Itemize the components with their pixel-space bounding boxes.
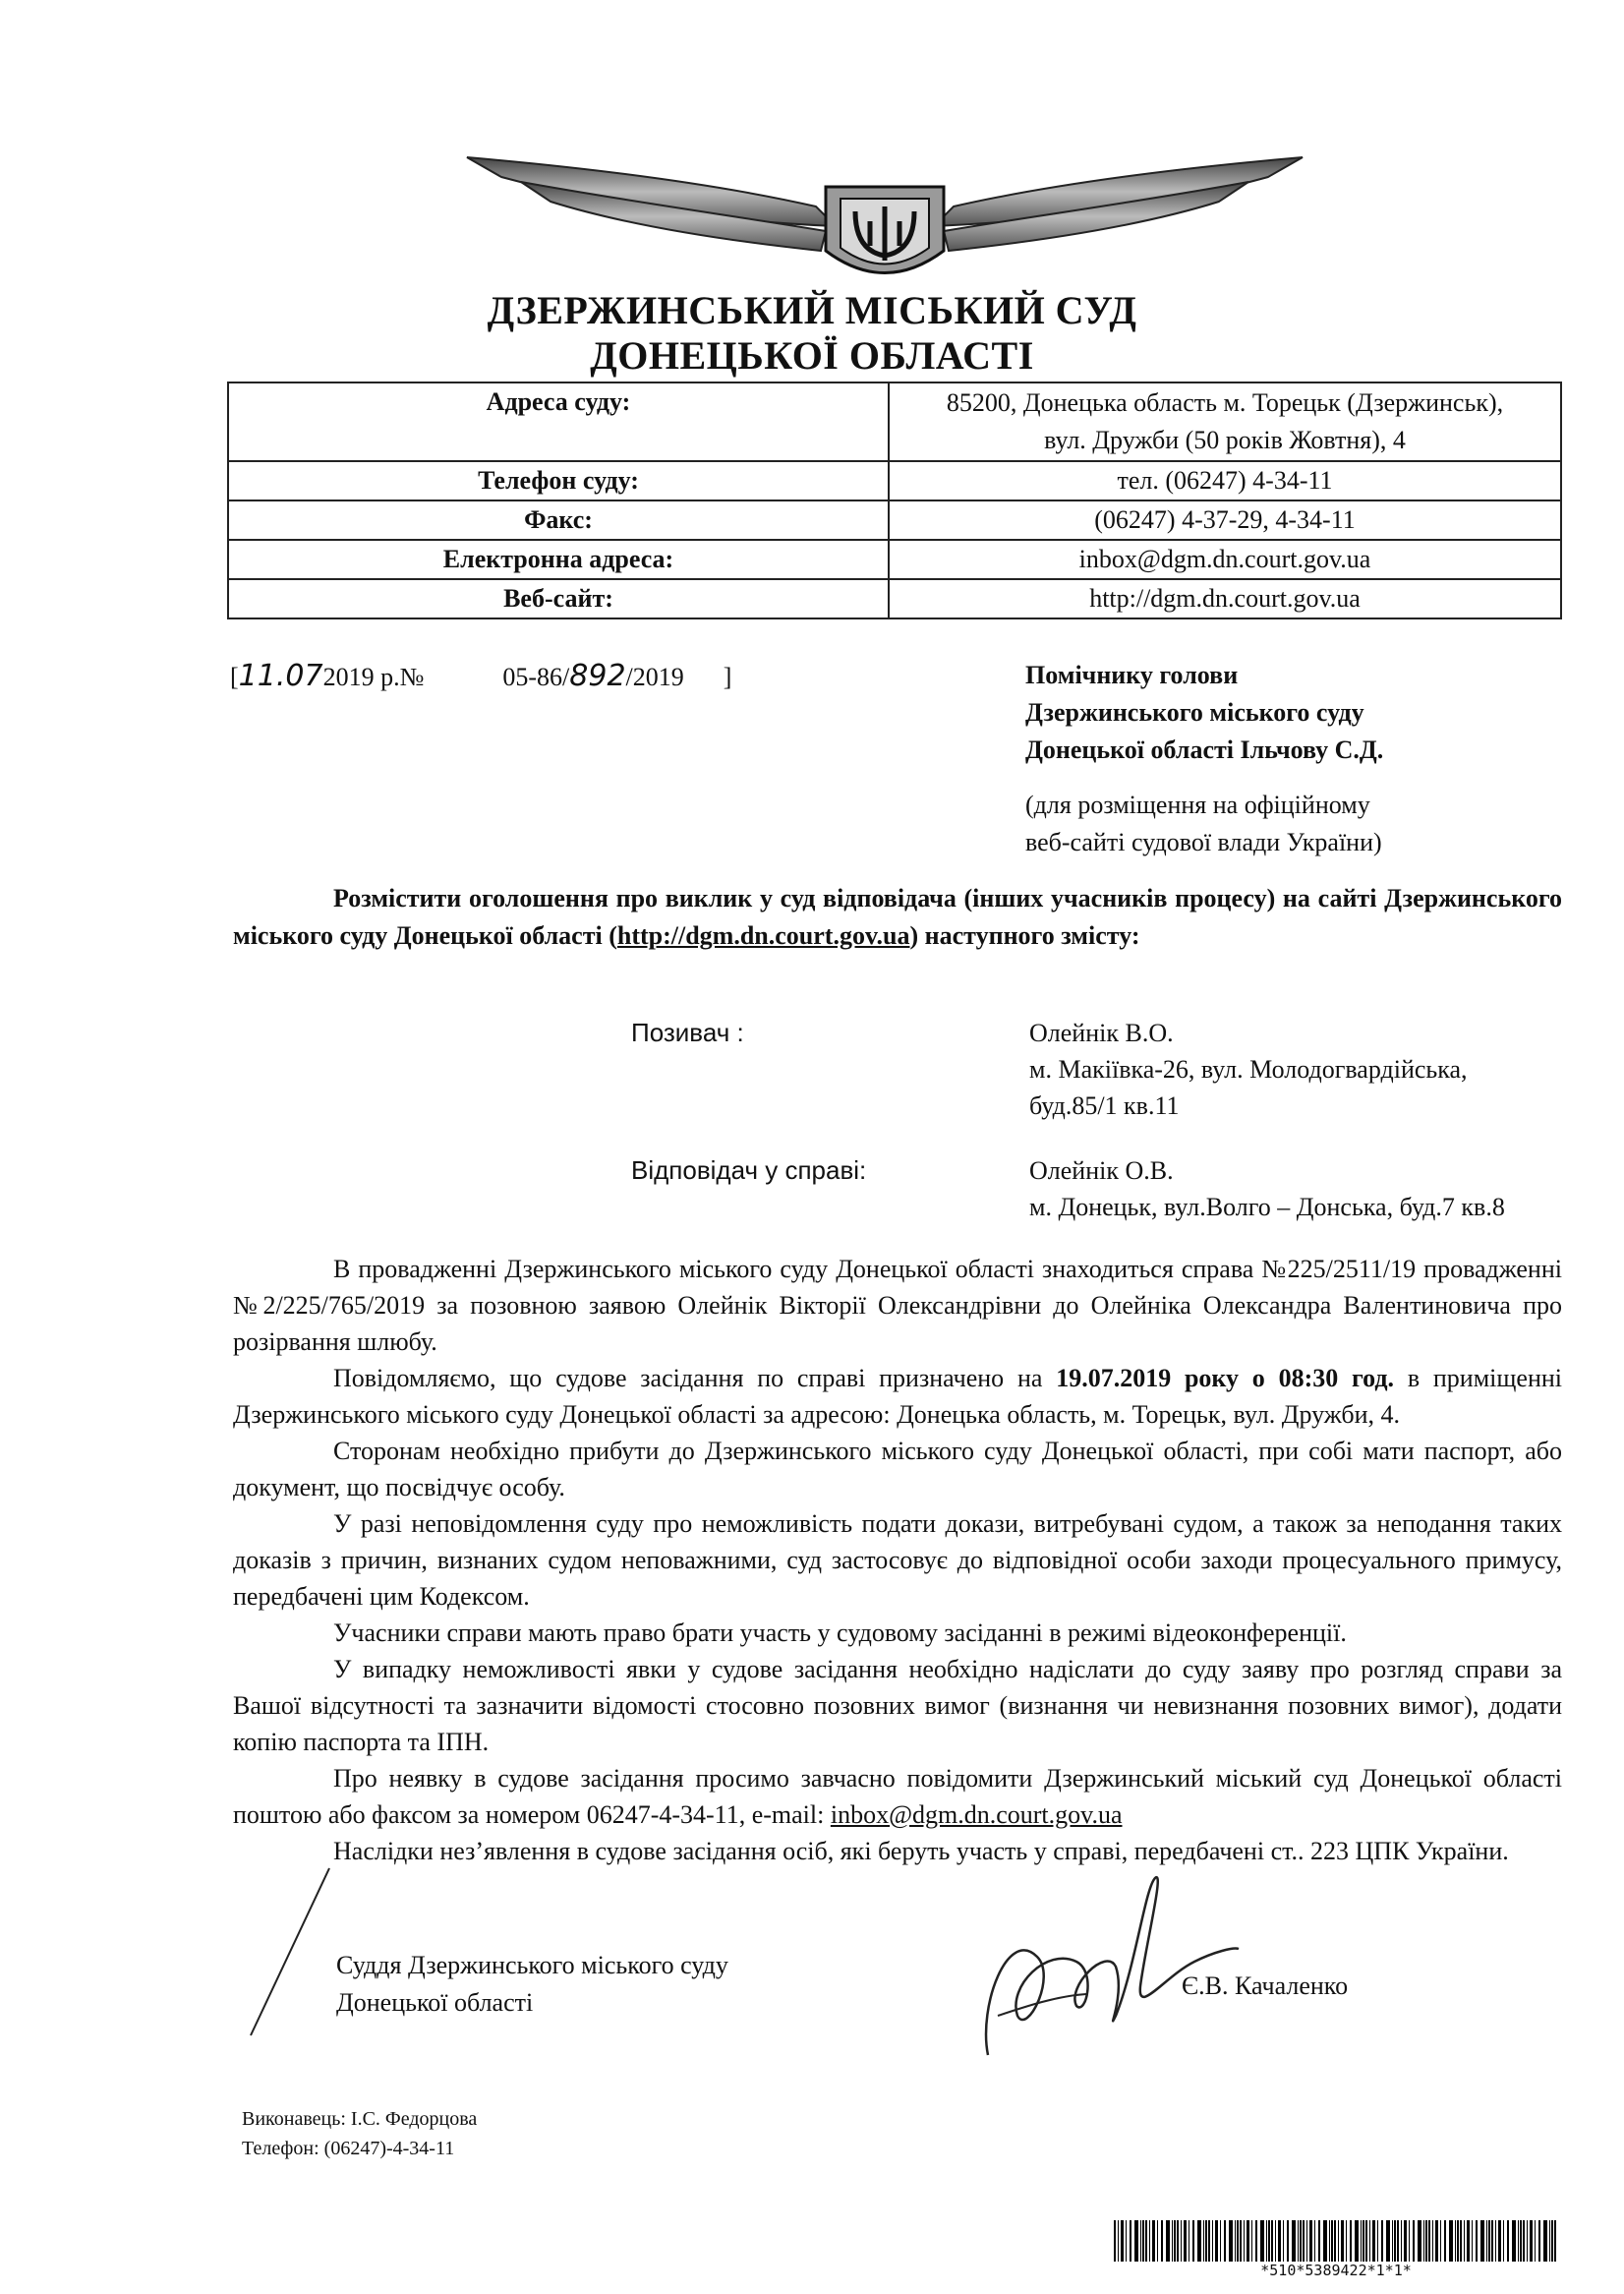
barcode-bar [1435, 2220, 1438, 2262]
plaintiff-address-line2: буд.85/1 кв.11 [1029, 1091, 1180, 1120]
barcode-bar [1208, 2220, 1210, 2262]
barcode-bar [1145, 2220, 1147, 2262]
barcode-bar [1392, 2220, 1393, 2262]
barcode-bar [1549, 2220, 1550, 2262]
plaintiff-info [1029, 1015, 1468, 1124]
defendant-label: Відповідач у справі: [631, 1155, 867, 1185]
barcode-bar [1341, 2220, 1344, 2262]
barcode-bar [1495, 2220, 1496, 2262]
barcode-bar [1212, 2220, 1213, 2262]
barcode-bar [1472, 2220, 1473, 2262]
paragraph-case: В провадженні Дзержинського міського суду Донецької області знаходиться справа №225/2511/19 провадженні №2/225/765/2019 за позовною заявою Олейнік Вікторії Олександрівни до Олейніка Олександра Валентиновича про розірвання шлюбу. [233, 1255, 1562, 1356]
paragraph-absence: У випадку неможливості явки у судове засідання необхідно надіслати до суду заяву про розгляд справи за Вашої відсутності та зазначити відомості стосовно позовних вимог (визнання чи невизнання позовних вимог), додати копію паспорта та ІПН. [233, 1655, 1562, 1756]
court-info-table [227, 382, 1562, 619]
barcode-bar [1425, 2220, 1427, 2262]
barcode-bar [1394, 2220, 1396, 2262]
barcode-bar [1386, 2220, 1390, 2262]
address-label: Адреса суду: [228, 382, 889, 461]
barcode-bar [1480, 2220, 1484, 2262]
barcode-bar [1229, 2220, 1233, 2262]
trident-winged-emblem [462, 128, 1307, 295]
barcode-bar [1404, 2220, 1407, 2262]
defendant-address-line1: м. Донецьк, вул.Волго – Донська, буд.7 кв.8 [1029, 1193, 1505, 1221]
barcode-bar [1413, 2220, 1415, 2262]
barcode-bar [1287, 2220, 1289, 2262]
placement-note [1025, 787, 1382, 861]
barcode-bar [1334, 2220, 1336, 2262]
barcode-bar [1476, 2220, 1478, 2262]
address-line2: вул. Дружби (50 років Жовтня), 4 [1044, 426, 1406, 454]
number-prefix: 05-86/ [502, 663, 570, 691]
barcode-bar [1306, 2220, 1307, 2262]
barcode-bar [1237, 2220, 1239, 2262]
barcode-bar [1142, 2220, 1144, 2262]
barcode-bar [1503, 2220, 1504, 2262]
barcode-bar [1255, 2220, 1257, 2262]
barcode-bar [1372, 2220, 1375, 2262]
outgoing-number [230, 659, 731, 693]
barcode-bar [1215, 2220, 1218, 2262]
barcode-bar [1275, 2220, 1276, 2262]
barcode-bar [1126, 2220, 1127, 2262]
barcode-bar [1507, 2220, 1509, 2262]
barcode-bar [1423, 2220, 1424, 2262]
barcode-bar [1205, 2220, 1207, 2262]
paragraph-appearance: Сторонам необхідно прибути до Дзержинського міського суду Донецької області, при собі мати паспорт, або документ, що посвідчує особу. [233, 1437, 1562, 1501]
barcode-bar [1338, 2220, 1339, 2262]
barcode-text: *510*5389422*1*1* [1260, 2262, 1412, 2279]
barcode-bar [1292, 2220, 1296, 2262]
paragraph-consequences: Наслідки нез’явлення в судове засідання осіб, які беруть участь у справі, передбачені ст.. 223 ЦПК України. [333, 1837, 1509, 1865]
barcode-bar [1486, 2220, 1487, 2262]
barcode-bar [1260, 2220, 1264, 2262]
barcode-bar [1523, 2220, 1525, 2262]
request-paragraph [233, 880, 1562, 955]
barcode-bar [1130, 2220, 1131, 2262]
barcode-bar [1309, 2220, 1312, 2262]
barcode-bar [1401, 2220, 1402, 2262]
barcode-bar [1418, 2220, 1421, 2262]
barcode-bar [1512, 2220, 1516, 2262]
barcode-bar [1355, 2220, 1359, 2262]
hearing-text: Повідомляємо, що судове засідання по справі призначено на [333, 1364, 1057, 1392]
court-website-link[interactable]: http://dgm.dn.court.gov.ua [616, 921, 910, 950]
paragraph-evidence: У разі неповідомлення суду про неможливість подати докази, витребувані судом, а також за неподання таких доказів з причин, визнаних судом неповажними, суд застосовує до відповідної особи заходи процесуального примусу, передбачені цим Кодексом. [233, 1509, 1562, 1611]
barcode-bar [1121, 2220, 1124, 2262]
barcode-bar [1283, 2220, 1284, 2262]
barcode-bar [1455, 2220, 1456, 2262]
email-label: Електронна адреса: [228, 540, 889, 579]
addressee-line1: Помічнику голови [1025, 661, 1239, 689]
barcode-bar [1467, 2220, 1470, 2262]
barcode-bar [1166, 2220, 1170, 2262]
barcode-bar [1323, 2220, 1327, 2262]
barcode-bar [1488, 2220, 1490, 2262]
phone-value: тел. (06247) 4-34-11 [889, 461, 1561, 500]
handwritten-number: 892 [569, 659, 626, 693]
barcode-bar [1184, 2220, 1187, 2262]
barcode-bar [1303, 2220, 1305, 2262]
barcode-bar [1543, 2220, 1547, 2262]
barcode-bar [1197, 2220, 1201, 2262]
barcode-bar [1118, 2220, 1119, 2262]
website-value: http://dgm.dn.court.gov.ua [889, 579, 1561, 618]
barcode-bar [1247, 2220, 1249, 2262]
court-email-link[interactable]: inbox@dgm.dn.court.gov.ua [830, 1800, 1123, 1829]
executor-name: Виконавець: І.С. Федорцова [242, 2108, 478, 2130]
note-line2: веб-сайті судової влади України) [1025, 828, 1382, 856]
judge-title [336, 1947, 728, 2022]
defendant-name: Олейнік О.В. [1029, 1156, 1174, 1185]
court-name-line2: ДОНЕЦЬКОЇ ОБЛАСТІ [590, 333, 1034, 378]
barcode-bar [1449, 2220, 1453, 2262]
barcode-bar [1464, 2220, 1465, 2262]
barcode-bar [1268, 2220, 1270, 2262]
barcode-bar [1203, 2220, 1204, 2262]
website-label: Веб-сайт: [228, 579, 889, 618]
barcode-bar [1381, 2220, 1383, 2262]
barcode-bar [1538, 2220, 1540, 2262]
barcode-bar [1361, 2220, 1362, 2262]
barcode-bar [1251, 2220, 1252, 2262]
barcode-bar [1346, 2220, 1347, 2262]
handwritten-margin-line [246, 1863, 334, 2040]
barcode-bar [1518, 2220, 1519, 2262]
barcode-bar [1551, 2220, 1553, 2262]
barcode-bar [1527, 2220, 1528, 2262]
barcode-bar [1350, 2220, 1352, 2262]
barcode-bar [1140, 2220, 1141, 2262]
paragraph-hearing [233, 1360, 1562, 1433]
note-line1: (для розміщення на офіційному [1025, 791, 1370, 819]
barcode-bar [1363, 2220, 1364, 2262]
barcode-bar [1177, 2220, 1179, 2262]
barcode-bar [1440, 2220, 1441, 2262]
hearing-text-end: в приміщенні Дзержинського міського суду Донецької області за адресою: Донецька область, м. Торецьк, вул. Дружби, 4. [233, 1364, 1562, 1429]
barcode-bar [1298, 2220, 1299, 2262]
barcode-bar [1240, 2220, 1242, 2262]
barcode-bar [1318, 2220, 1320, 2262]
barcode-bar [1369, 2220, 1370, 2262]
barcode-bar [1114, 2220, 1116, 2262]
addressee-line3: Донецької області Ільчову С.Д. [1025, 735, 1384, 764]
addressee-line2: Дзержинського міського суду [1025, 698, 1364, 727]
date-suffix: 2019 р.№ [322, 663, 425, 691]
barcode-bar [1331, 2220, 1333, 2262]
barcode-bar [1329, 2220, 1330, 2262]
plaintiff-address-line1: м. Макіївка-26, вул. Молодогвардійська, [1029, 1055, 1468, 1084]
executor-phone: Телефон: (06247)-4-34-11 [242, 2138, 455, 2159]
judge-title-line2: Донецької області [336, 1988, 534, 2017]
barcode-bar [1152, 2220, 1155, 2262]
barcode-bar [1397, 2220, 1399, 2262]
request-text-end: ) наступного змісту: [909, 921, 1140, 950]
notify-text: Про неявку в судове засідання просимо завчасно повідомити Дзержинський міський суд Донецької області поштою або факсом за номером 06247-4-34-11, e-mail: [233, 1764, 1562, 1829]
court-name-line1: ДЗЕРЖИНСЬКИЙ МІСЬКИЙ СУД [487, 288, 1137, 332]
phone-label: Телефон суду: [228, 461, 889, 500]
barcode-bar [1192, 2220, 1194, 2262]
barcode-bar [1409, 2220, 1410, 2262]
barcode-bar [1174, 2220, 1176, 2262]
barcode-bar [1224, 2220, 1226, 2262]
barcode-bar [1161, 2220, 1163, 2262]
barcode-bar [1444, 2220, 1446, 2262]
notice-body [233, 1251, 1562, 1869]
barcode-bar [1220, 2220, 1221, 2262]
barcode-bar [1377, 2220, 1378, 2262]
hearing-date: 19.07.2019 року о 08:30 год. [1056, 1364, 1395, 1392]
barcode-bar [1428, 2220, 1430, 2262]
barcode-bar [1498, 2220, 1501, 2262]
address-value [889, 382, 1561, 461]
barcode-bar [1530, 2220, 1533, 2262]
barcode-bar [1554, 2220, 1556, 2262]
barcode-bar [1520, 2220, 1522, 2262]
paragraph-notify [233, 1760, 1562, 1833]
plaintiff-label: Позивач : [631, 1018, 744, 1047]
judge-name: Є.В. Качаленко [1182, 1971, 1349, 2000]
defendant-info [1029, 1152, 1505, 1225]
addressee [1025, 657, 1383, 769]
barcode-bar [1457, 2220, 1459, 2262]
barcode-bar [1172, 2220, 1173, 2262]
barcode-bar [1134, 2220, 1138, 2262]
email-value: inbox@dgm.dn.court.gov.ua [889, 540, 1561, 579]
close-bracket: ] [723, 663, 732, 691]
document-barcode [1114, 2220, 1558, 2262]
barcode-bar [1535, 2220, 1536, 2262]
executor-info [242, 2104, 477, 2163]
barcode-bar [1491, 2220, 1493, 2262]
request-text: Розмістити оголошення про виклик у суд відповідача (інших учасників процесу) на сайті Дзержинського міського суду Донецької області ( [233, 884, 1562, 950]
barcode-bar [1266, 2220, 1267, 2262]
plaintiff-name: Олейнік В.О. [1029, 1019, 1174, 1047]
barcode-bar [1365, 2220, 1367, 2262]
fax-value: (06247) 4-37-29, 4-34-11 [889, 500, 1561, 540]
barcode-bar [1460, 2220, 1462, 2262]
barcode-bar [1157, 2220, 1158, 2262]
judge-title-line1: Суддя Дзержинського міського суду [336, 1951, 728, 1979]
barcode-bar [1278, 2220, 1281, 2262]
barcode-bar [1181, 2220, 1182, 2262]
barcode-bar [1432, 2220, 1433, 2262]
open-bracket: [ [230, 663, 239, 691]
handwritten-date: 11.07 [238, 659, 323, 693]
number-suffix: /2019 [625, 663, 684, 691]
barcode-bar [1271, 2220, 1273, 2262]
address-line1: 85200, Донецька область м. Торецьк (Дзержинськ), [946, 388, 1504, 417]
barcode-bar [1244, 2220, 1245, 2262]
paragraph-videoconference: Учасники справи мають право брати участь у судовому засіданні в режимі відеоконференції. [333, 1618, 1347, 1647]
barcode-bar [1314, 2220, 1315, 2262]
barcode-bar [1235, 2220, 1236, 2262]
fax-label: Факс: [228, 500, 889, 540]
barcode-bar [1300, 2220, 1302, 2262]
barcode-bar [1149, 2220, 1150, 2262]
